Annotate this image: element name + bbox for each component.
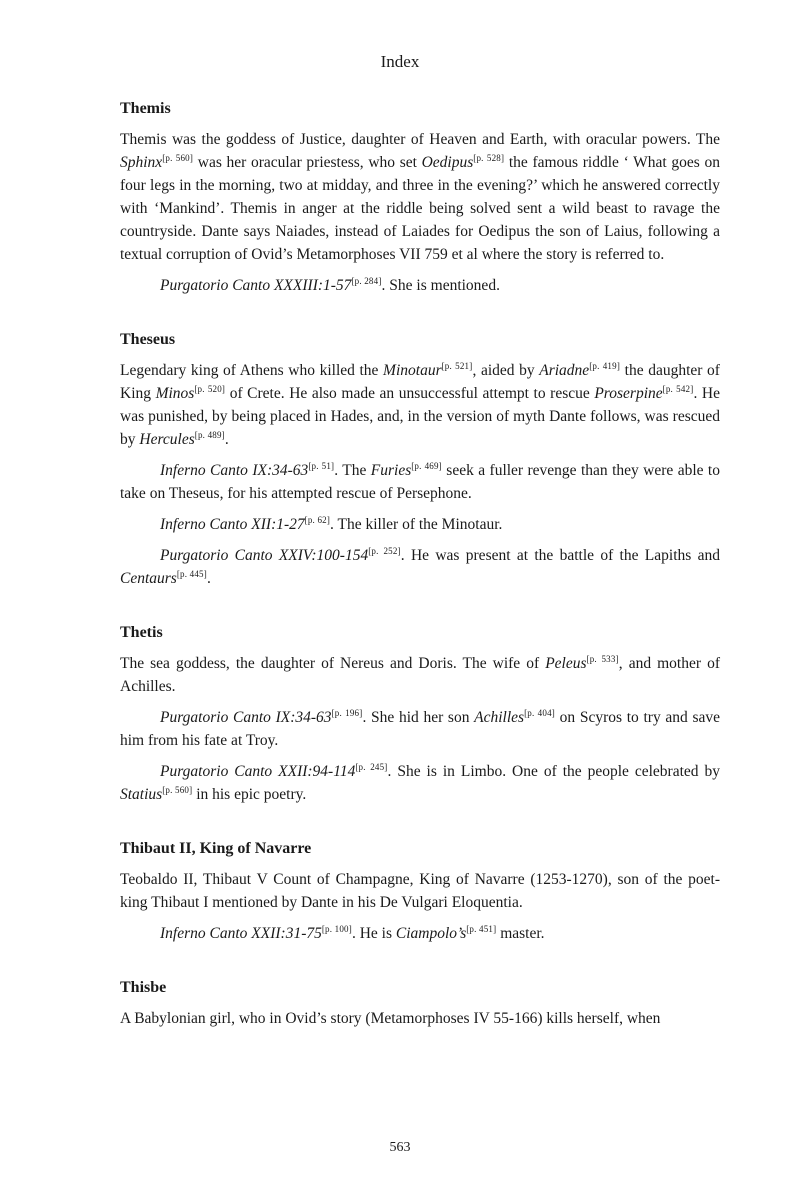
text-run: Legendary king of Athens who killed the — [120, 362, 384, 379]
page-reference: [p. 451] — [466, 923, 497, 934]
cross-reference-link[interactable]: Centaurs — [120, 570, 177, 587]
cross-reference-link[interactable]: Purgatorio Canto XXII:94-114 — [160, 763, 356, 780]
cross-reference-link[interactable]: Achilles — [474, 709, 525, 726]
description-paragraph — [120, 652, 720, 698]
index-entry — [120, 100, 720, 297]
text-run: . He was present at the battle of the Lapiths and — [400, 547, 720, 564]
page-reference: [p. 560] — [162, 152, 194, 163]
index-entry — [120, 624, 720, 806]
text-run: the famous riddle ‘ What goes on four legs in the morning, two at midday, and three in the evening?’ which he answered correctly with ‘Mankind’. Themis in anger at the riddle being solved sent a wild beast to ravage the countryside. Dante says Naiades, instead of Laiades for Oedipus the son of Laius, following a textual corruption of Ovid’s Metamorphoses VII 759 et al where the story is referred to. — [120, 154, 720, 263]
page-reference: [p. 445] — [176, 568, 207, 579]
reference-paragraph — [120, 922, 720, 945]
page-reference: [p. 560] — [162, 784, 193, 795]
cross-reference-link[interactable]: Peleus — [545, 655, 587, 672]
page-reference: [p. 284] — [351, 275, 382, 286]
text-run: . He is — [351, 925, 396, 942]
cross-reference-link[interactable]: Proserpine — [594, 385, 663, 402]
cross-reference-link[interactable]: Inferno Canto XXII:31-75 — [160, 925, 322, 942]
page-header: Index — [380, 52, 420, 71]
cross-reference-link[interactable]: Purgatorio Canto IX:34-63 — [160, 709, 332, 726]
text-run: A Babylonian girl, who in Ovid’s story (Metamorphoses IV 55-166) kills herself, when — [120, 1010, 661, 1027]
text-run: the daughter of King — [120, 362, 720, 402]
text-run: . She is mentioned. — [381, 277, 500, 294]
text-run: . He was punished, by being placed in Hades, and, in the version of myth Dante follows, was rescued by — [120, 385, 720, 448]
cross-reference-link[interactable]: Minos — [155, 385, 195, 402]
page-number: 563 — [389, 1140, 411, 1155]
text-run: . — [206, 570, 211, 587]
page-reference: [p. 520] — [194, 383, 226, 394]
text-run: of Crete. He also made an unsuccessful attempt to rescue — [225, 385, 595, 402]
reference-paragraph — [120, 760, 720, 806]
text-run: seek a fuller revenge than they were able to take on Theseus, for his attempted rescue of Persephone. — [120, 462, 720, 502]
text-run: master. — [496, 925, 545, 942]
page-reference: [p. 404] — [524, 707, 555, 718]
text-run: . — [224, 431, 229, 448]
cross-reference-link[interactable]: Ariadne — [539, 362, 590, 379]
reference-paragraph — [120, 459, 720, 505]
page-reference: [p. 542] — [662, 383, 694, 394]
reference-paragraph — [120, 274, 720, 297]
entry-title: Thibaut II, King of Navarre — [120, 840, 312, 857]
page-reference: [p. 419] — [589, 360, 621, 371]
description-paragraph — [120, 359, 720, 451]
page-reference: [p. 489] — [194, 429, 225, 440]
entry-title: Themis — [120, 100, 171, 117]
text-run: . The — [334, 462, 371, 479]
index-entry — [120, 331, 720, 590]
cross-reference-link[interactable]: Inferno Canto IX:34-63 — [160, 462, 309, 479]
cross-reference-link[interactable]: Inferno Canto XII:1-27 — [160, 516, 305, 533]
cross-reference-link[interactable]: Purgatorio Canto XXIV:100-154 — [160, 547, 369, 564]
page-reference: [p. 252] — [368, 545, 401, 556]
cross-reference-link[interactable]: Furies — [370, 462, 412, 479]
page-reference: [p. 521] — [441, 360, 473, 371]
text-run: . She is in Limbo. One of the people celebrated by — [387, 763, 720, 780]
cross-reference-link[interactable]: Oedipus — [421, 154, 474, 171]
reference-paragraph — [120, 544, 720, 590]
text-run: . The killer of the Minotaur. — [330, 516, 503, 533]
index-entry — [120, 979, 720, 1030]
text-run: Themis was the goddess of Justice, daughter of Heaven and Earth, with oracular powers. The — [120, 131, 720, 148]
page-reference: [p. 196] — [331, 707, 363, 718]
cross-reference-link[interactable]: Minotaur — [383, 362, 442, 379]
cross-reference-link[interactable]: Hercules — [139, 431, 195, 448]
page-reference: [p. 245] — [355, 761, 388, 772]
page-reference: [p. 100] — [321, 923, 352, 934]
cross-reference-link[interactable]: Sphinx — [120, 154, 163, 171]
page-reference: [p. 528] — [473, 152, 505, 163]
index-entry — [120, 840, 720, 945]
text-run: on Scyros to try and save him from his fate at Troy. — [120, 709, 720, 749]
cross-reference-link[interactable]: Purgatorio Canto XXXIII:1-57 — [160, 277, 352, 294]
description-paragraph — [120, 1007, 720, 1030]
page-reference: [p. 62] — [304, 514, 331, 525]
description-paragraph — [120, 868, 720, 914]
entry-title: Thisbe — [120, 979, 167, 996]
cross-reference-link[interactable]: Statius — [120, 786, 163, 803]
text-run: . She hid her son — [362, 709, 475, 726]
text-run: was her oracular priestess, who set — [193, 154, 422, 171]
cross-reference-link[interactable]: Ciampolo’s — [395, 925, 467, 942]
reference-paragraph — [120, 513, 720, 536]
text-run: in his epic poetry. — [192, 786, 307, 803]
entry-title: Theseus — [120, 331, 176, 348]
page-reference: [p. 533] — [586, 653, 619, 664]
page-reference: [p. 51] — [308, 460, 335, 471]
text-run: The sea goddess, the daughter of Nereus and Doris. The wife of — [120, 655, 546, 672]
reference-paragraph — [120, 706, 720, 752]
description-paragraph — [120, 128, 720, 266]
entry-title: Thetis — [120, 624, 163, 641]
text-run: , aided by — [472, 362, 540, 379]
page-reference: [p. 469] — [411, 460, 442, 471]
text-run: , and mother of Achilles. — [120, 655, 720, 695]
index-content — [120, 100, 720, 1064]
text-run: Teobaldo II, Thibaut V Count of Champagne, King of Navarre (1253-1270), son of the poet-king Thibaut I mentioned by Dante in his De Vulgari Eloquentia. — [120, 871, 720, 911]
